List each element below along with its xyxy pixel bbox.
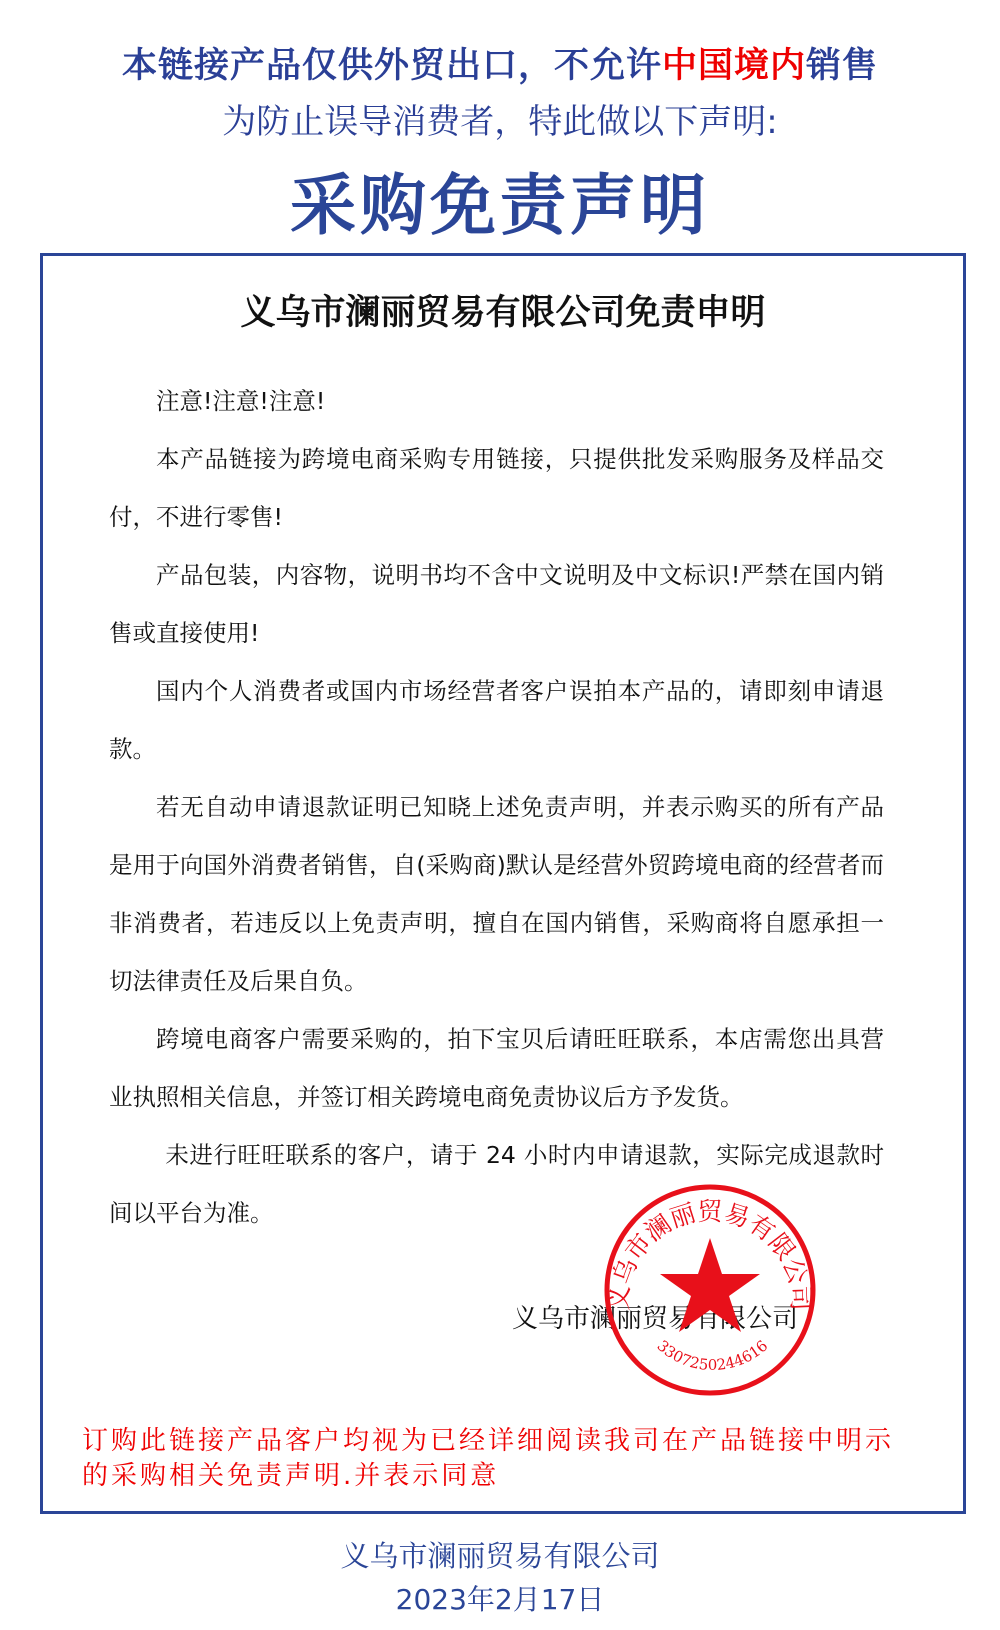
disclaimer-title: 义乌市澜丽贸易有限公司免责申明 [240, 293, 766, 333]
subheading: 为防止误导消费者，特此做以下声明: [222, 102, 778, 142]
star-icon [660, 1238, 760, 1332]
banner-text-b: 销售 [806, 46, 879, 86]
company-seal-stamp [600, 1180, 820, 1400]
agreement-notice: 订购此链接产品客户均视为已经详细阅读我司在产品链接中明示的采购相关免责声明.并表示同意 [82, 1426, 895, 1491]
paragraph: 本产品链接为跨境电商采购专用链接，只提供批发采购服务及样品交付，不进行零售! [109, 445, 884, 531]
paragraph: 注意!注意!注意! [156, 387, 326, 415]
export-only-banner [0, 38, 1000, 88]
paragraph: 国内个人消费者或国内市场经营者客户误拍本产品的，请即刻申请退款。 [109, 677, 884, 763]
disclaimer-body [109, 372, 884, 1242]
paragraph: 若无自动申请退款证明已知晓上述免责声明，并表示购买的所有产品是用于向国外消费者销售，自(采购商)默认是经营外贸跨境电商的经营者而非消费者，若违反以上免责声明，擅自在国内销售，采购商将自愿承担一切法律责任及后果自负。 [109, 793, 884, 995]
company-name: 义乌市澜丽贸易有限公司 [340, 1539, 660, 1573]
paragraph: 未进行旺旺联系的客户，请于 24 小时内申请退款，实际完成退款时间以平台为准。 [109, 1141, 884, 1227]
paragraph: 跨境电商客户需要采购的，拍下宝贝后请旺旺联系，本店需您出具营业执照相关信息，并签订相关跨境电商免责协议后方予发货。 [109, 1025, 884, 1111]
seal-text: 义乌市澜丽贸易有限公司 [604, 1197, 816, 1312]
page-title: 采购免责声明 [290, 167, 710, 244]
signature: 义乌市澜丽贸易有限公司 [512, 1304, 799, 1334]
seal-number: 3307250244616 [653, 1336, 772, 1375]
paragraph: 产品包装，内容物，说明书均不含中文说明及中文标识!严禁在国内销售或直接使用! [109, 561, 884, 647]
banner-text-a: 本链接产品仅供外贸出口，不允许 [121, 46, 662, 86]
date: 2023年2月17日 [395, 1583, 605, 1616]
banner-text-red: 中国境内 [661, 46, 806, 86]
